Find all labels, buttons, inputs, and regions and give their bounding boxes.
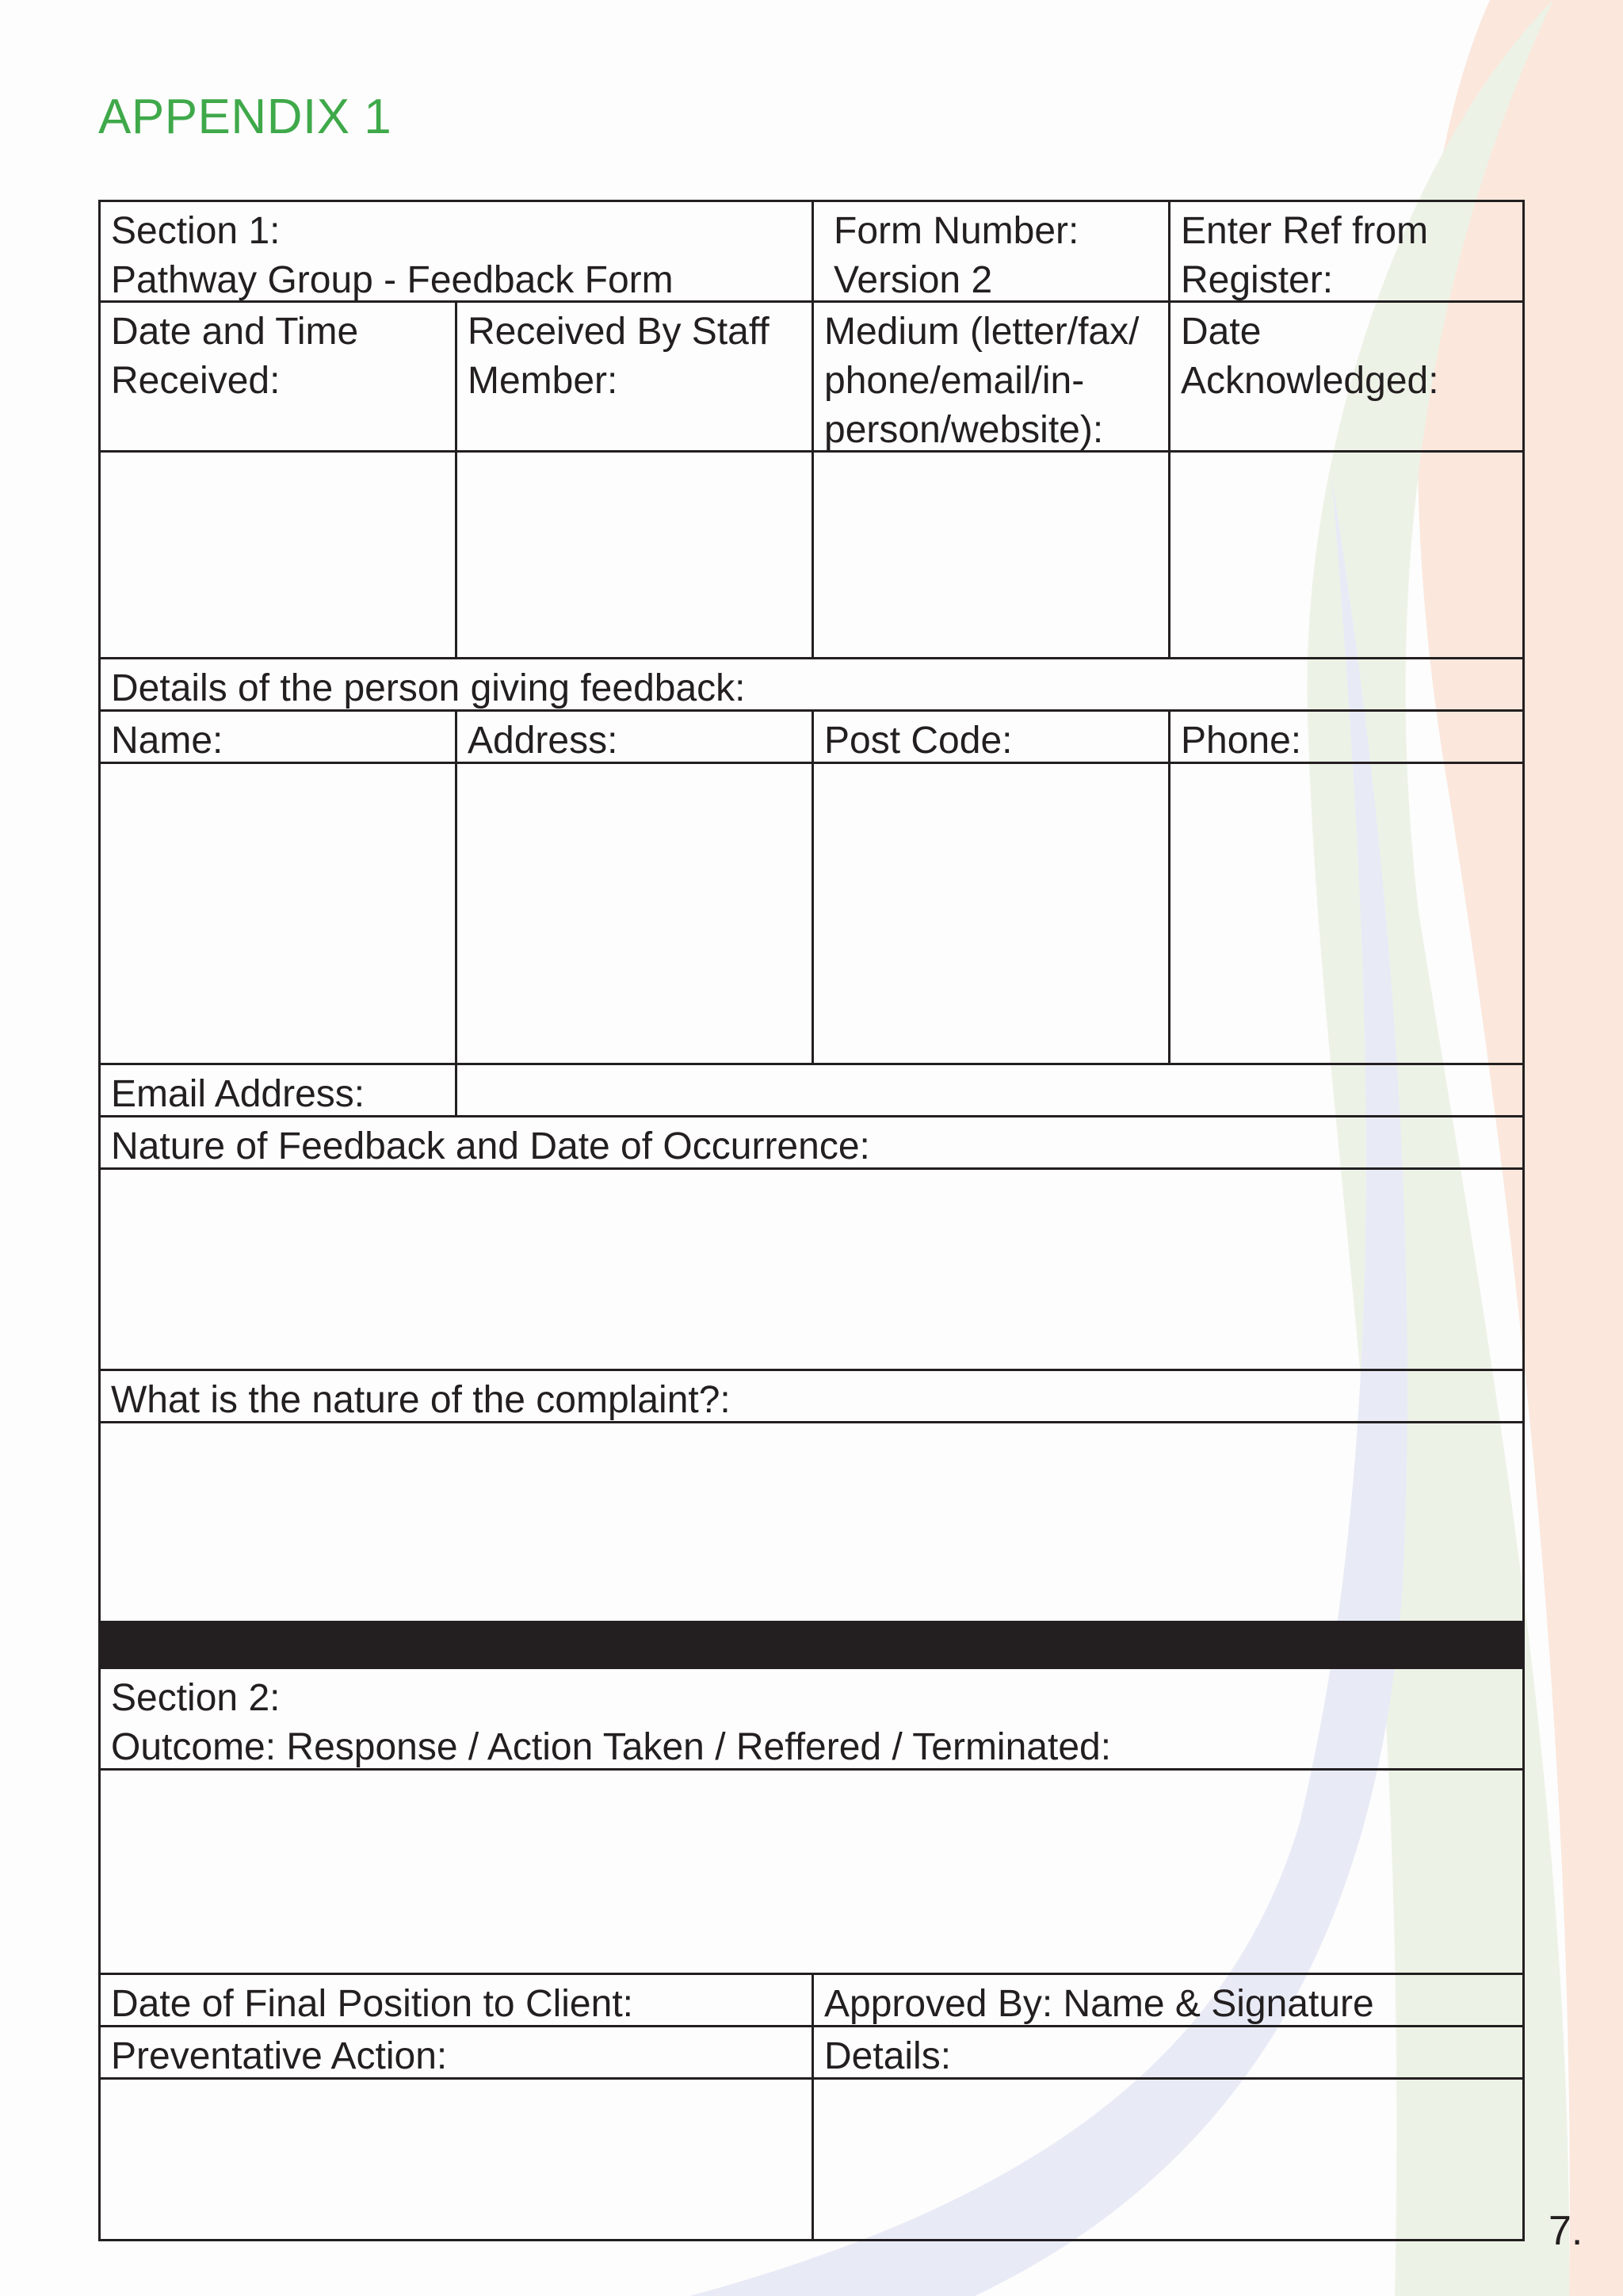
address-field[interactable] — [457, 764, 814, 1065]
date-acknowledged-label: Date Acknowledged: — [1170, 303, 1522, 453]
form-number-cell: Form Number: Version 2 — [814, 202, 1170, 303]
address-label: Address: — [457, 712, 814, 764]
name-label: Name: — [101, 712, 457, 764]
ref-cell: Enter Ref from Register: — [1170, 202, 1522, 303]
page-title: APPENDIX 1 — [98, 90, 392, 144]
name-field[interactable] — [101, 764, 457, 1065]
medium-label: Medium (letter/fax/ phone/email/in- person/website): — [814, 303, 1170, 453]
date-time-label: Date and Time Received: — [101, 303, 457, 453]
preventative-action-field[interactable] — [101, 2080, 814, 2239]
email-label: Email Address: — [101, 1065, 457, 1117]
feedback-form — [98, 200, 1525, 2241]
details-label: Details: — [814, 2027, 1522, 2080]
page-number: 7. — [1549, 2208, 1583, 2254]
details-field[interactable] — [814, 2080, 1522, 2239]
complaint-field[interactable] — [101, 1423, 1522, 1623]
outcome-field[interactable] — [101, 1771, 1522, 1975]
section-divider-bar — [101, 1623, 1522, 1669]
date-time-field[interactable] — [101, 453, 457, 659]
person-details-heading: Details of the person giving feedback: — [101, 659, 1522, 712]
received-by-field[interactable] — [457, 453, 814, 659]
phone-field[interactable] — [1170, 764, 1522, 1065]
phone-label: Phone: — [1170, 712, 1522, 764]
final-date-label: Date of Final Position to Client: — [101, 1975, 814, 2027]
postcode-field[interactable] — [814, 764, 1170, 1065]
postcode-label: Post Code: — [814, 712, 1170, 764]
date-acknowledged-field[interactable] — [1170, 453, 1522, 659]
preventative-action-label: Preventative Action: — [101, 2027, 814, 2080]
nature-feedback-label: Nature of Feedback and Date of Occurrence: — [101, 1117, 1522, 1170]
email-field[interactable] — [457, 1065, 1522, 1117]
nature-feedback-field[interactable] — [101, 1170, 1522, 1371]
section2-title: Section 2: Outcome: Response / Action Taken / Reffered / Terminated: — [101, 1669, 1522, 1771]
medium-field[interactable] — [814, 453, 1170, 659]
received-by-label: Received By Staff Member: — [457, 303, 814, 453]
approved-by-label: Approved By: Name & Signature — [814, 1975, 1522, 2027]
complaint-label: What is the nature of the complaint?: — [101, 1371, 1522, 1423]
section1-title: Section 1: Pathway Group - Feedback Form — [101, 202, 814, 303]
